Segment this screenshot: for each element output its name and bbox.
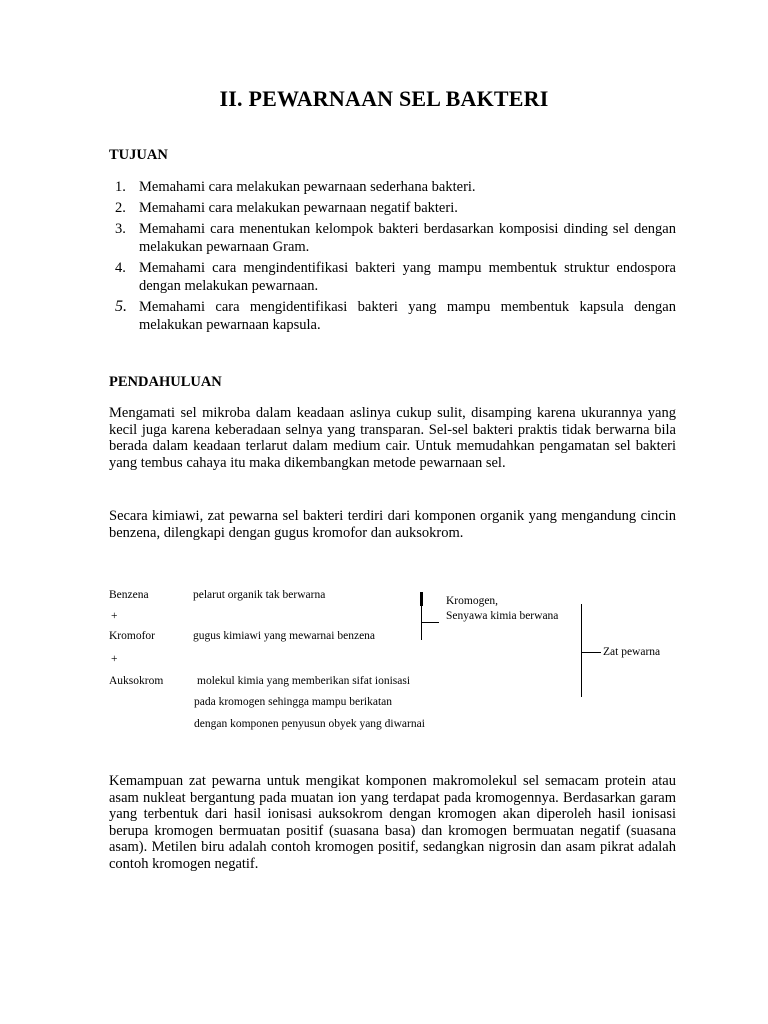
list-item — [109, 298, 676, 334]
list-number: 4. — [115, 260, 126, 276]
benzena-description: pelarut organik tak berwarna — [193, 589, 326, 601]
kromofor-description: gugus kimiawi yang mewarnai benzena — [193, 630, 376, 642]
pendahuluan-paragraph-1: Mengamati sel mikroba dalam keadaan aslinya cukup sulit, disamping karena ukurannya yang kecil juga karena keberadaan selnya yang transparan. Sel-sel bakteri praktis tidak berwarna bila berada dalam keadaan terlarut dalam medium cair. Untuk memudahkan pengamatan sel bakteri yang tembus cahaya itu maka dikembangkan metode pewarnaan sel. — [109, 405, 676, 471]
list-item — [109, 259, 676, 295]
tujuan-list — [109, 178, 676, 337]
benzena-label: Benzena — [109, 589, 149, 601]
list-item — [109, 220, 676, 256]
plus-sign: + — [111, 653, 118, 665]
list-item — [109, 178, 676, 196]
auksokrom-label: Auksokrom — [109, 675, 164, 687]
plus-sign: + — [111, 610, 118, 622]
list-text: Memahami cara melakukan pewarnaan sederhana bakteri. — [139, 179, 476, 195]
kromogen-label: Kromogen, — [446, 595, 499, 607]
list-text: Memahami cara mengidentifikasi bakteri yang mampu membentuk kapsula dengan melakukan pewarnaan kapsula. — [139, 299, 676, 333]
zat-pewarna-connector — [581, 652, 601, 653]
page-title: II. PEWARNAAN SEL BAKTERI — [219, 86, 549, 111]
list-number: 2. — [115, 200, 126, 216]
zat-pewarna-label: Zat pewarna — [603, 646, 661, 658]
kromofor-label: Kromofor — [109, 630, 155, 642]
list-text: Memahami cara mengindentifikasi bakteri yang mampu membentuk struktur endospora dengan melakukan pewarnaan. — [139, 260, 676, 294]
list-number: 5. — [115, 298, 127, 315]
list-number: 1. — [115, 179, 126, 195]
kromogen-connector — [421, 622, 439, 623]
tujuan-heading: TUJUAN — [109, 147, 168, 163]
pendahuluan-heading: PENDAHULUAN — [109, 374, 222, 390]
pendahuluan-paragraph-2: Secara kimiawi, zat pewarna sel bakteri terdiri dari komponen organik yang mengandung cincin benzena, dilengkapi dengan gugus kromofor dan auksokrom. — [109, 508, 676, 541]
list-text: Memahami cara menentukan kelompok bakteri berdasarkan komposisi dinding sel dengan melakukan pewarnaan Gram. — [139, 221, 676, 255]
list-text: Memahami cara melakukan pewarnaan negatif bakteri. — [139, 200, 458, 216]
auksokrom-description: dengan komponen penyusun obyek yang diwarnai — [194, 718, 425, 730]
zat-pewarna-bracket-line — [581, 604, 582, 697]
list-item — [109, 199, 676, 217]
auksokrom-description: pada kromogen sehingga mampu berikatan — [194, 696, 392, 708]
list-number: 3. — [115, 221, 126, 237]
kromogen-bracket-mark — [420, 592, 423, 606]
kromogen-description: Senyawa kimia berwana — [446, 610, 559, 622]
closing-paragraph: Kemampuan zat pewarna untuk mengikat komponen makromolekul sel semacam protein atau asam nukleat bergantung pada muatan ion yang terdapat pada kromogennya. Berdasarkan garam yang terbentuk dari hasil ionisasi auksokrom dengan kromogen akan diperoleh hasil ionisasi berupa kromogen bermuatan positif (suasana basa) dan kromogen bermuatan negatif (suasana asam). Metilen biru adalah contoh kromogen positif, sedangkan nigrosin dan asam pikrat adalah contoh kromogen negatif. — [109, 773, 676, 872]
auksokrom-description: molekul kimia yang memberikan sifat ionisasi — [197, 675, 411, 687]
